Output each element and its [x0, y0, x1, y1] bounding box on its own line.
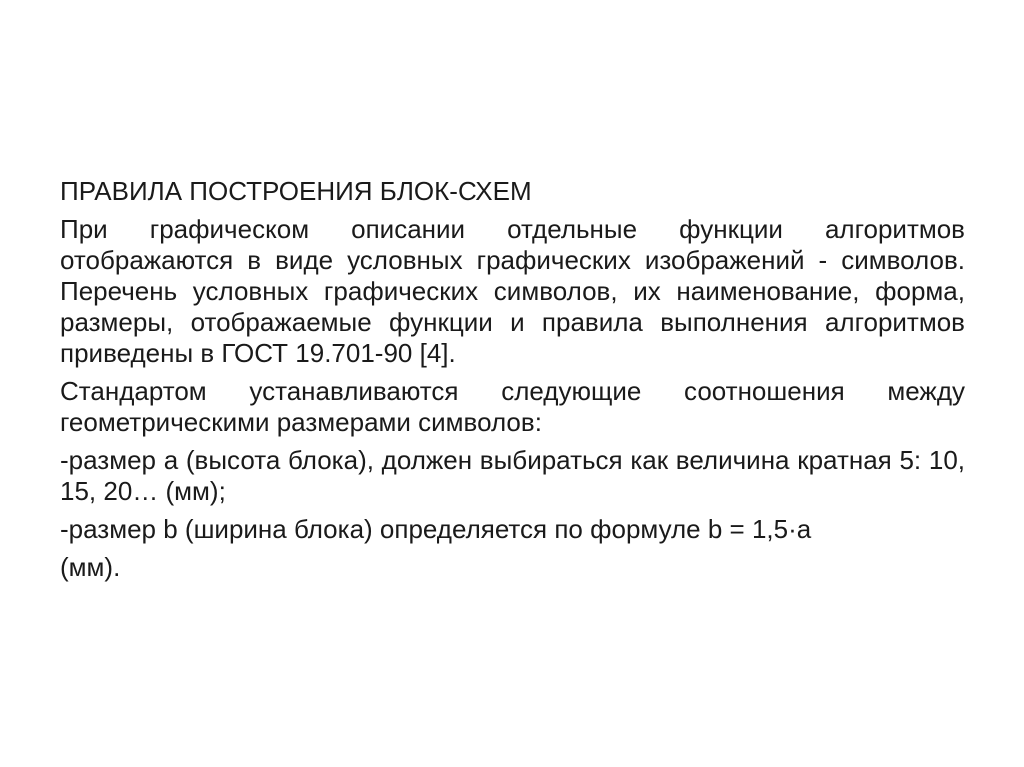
paragraph-standard-ratios: Стандартом устанавливаются следующие соотношения между геометрическими размерами символов: — [60, 376, 965, 437]
paragraph-size-b-unit: (мм). — [60, 552, 121, 582]
paragraph-size-b: -размер b (ширина блока) определяется по формуле b = 1,5·a — [60, 514, 812, 544]
paragraph-size-a: -размер a (высота блока), должен выбираться как величина кратная 5: 10, 15, 20… (мм); — [60, 445, 965, 506]
slide-heading: ПРАВИЛА ПОСТРОЕНИЯ БЛОК-СХЕМ — [60, 176, 532, 206]
paragraph-gost-intro: При графическом описании отдельные функции алгоритмов отображаются в виде условных графических изображений - символов. Перечень условных графических символов, их наименование, форма, размеры, отображаемые функции и правила выполнения алгоритмов приведены в ГОСТ 19.701-90 [4]. — [60, 214, 965, 368]
slide-content — [60, 176, 965, 590]
